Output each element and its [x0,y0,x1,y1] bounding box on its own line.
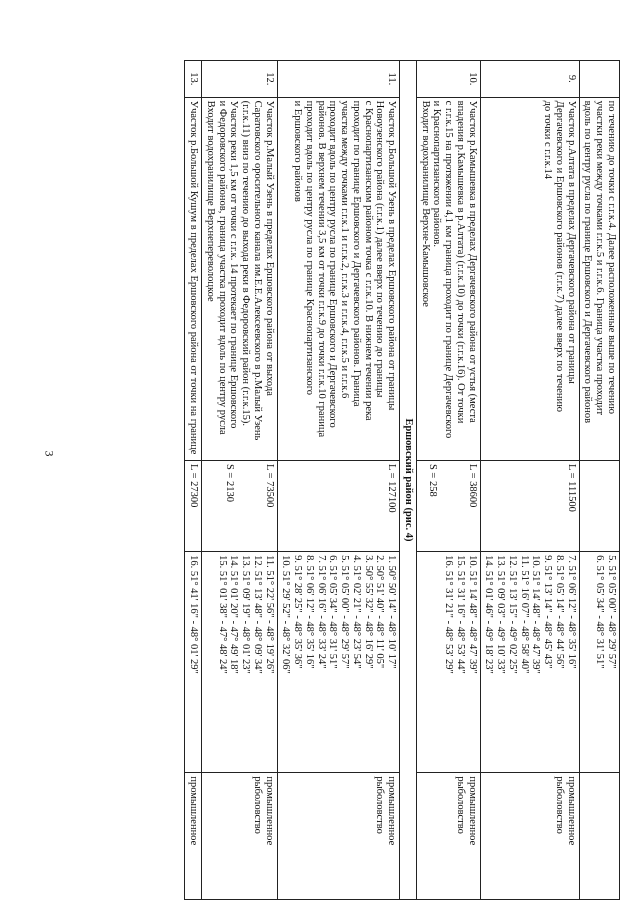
fishing-type-line: промышленное [263,776,275,846]
description-line: и Ершовского районов [292,100,304,202]
section-description [185,97,202,460]
row-number: 11. [277,61,400,98]
description-line: и Краснопартизанского районов. [431,100,443,248]
section-length: L = 127100 [277,460,400,551]
description-line: с Краснопартизанским районом точка с г.г.к.10. В нижнем течении река [362,100,374,421]
section-coordinates [277,552,400,773]
fishing-type [579,773,619,900]
page-number: 3 [42,450,57,457]
water-sections-table [185,60,621,900]
row-number [579,61,619,98]
row-number: 9. [480,61,579,98]
description-line: (г.г.к.11) вниз по течению до выхода реки в Федоровский район (г.г.к.15). [240,100,252,427]
coordinate-line: 10. 51° 29' 52" - 48° 32' 06" [280,555,292,674]
description-line: районов. В верхнем течении 3,5 км от точки г.г.к.9 до точки г.г.к.10 граница [315,100,327,438]
coordinate-line: 15. 51° 31' 16" - 48° 53' 44" [455,555,466,674]
coordinate-line: 11. 51° 16' 07" - 48° 58' 40" [518,555,530,674]
fishing-type-line: рыболовство [374,776,386,834]
fishing-type-line: рыболовство [252,776,263,834]
section-area: S = 2130 [224,463,235,502]
fishing-type-line: рыболовство [554,776,565,834]
fishing-type-line: промышленное [386,776,398,846]
coordinate-line: 7. 51° 06' 16" - 48° 33' 24" [315,555,327,669]
coordinate-line: 8. 51° 06' 12" - 48° 35' 16" [304,555,315,669]
section-description [202,97,278,460]
description-line: Дергачевского и Ершовского районов (г.г.к.7) далее вверх по течению [554,100,565,412]
description-line: Саратовского оросительного канала им.Е.Е.Алексеевского в р.Малый Узень [252,100,263,441]
description-line: и Федоровского районов, граница участка проходит вдоль по центру русла [216,100,228,435]
section-length: L = 27300 [185,460,202,551]
fishing-type-line: рыболовство [455,776,466,834]
coordinate-line: 14. 51° 01' 46" - 49° 18' 23" [483,555,495,674]
description-line: Участок р.Малый Узень в пределах Ершовского района от выхода [263,100,275,396]
fishing-type-line: промышленное [466,776,478,846]
coordinate-line: 2. 50° 51' 40" - 48° 11' 05" [374,555,386,669]
description-line: до точки с г.г.к.14 [542,100,554,179]
fishing-type [277,773,400,900]
coordinate-line: 7. 51° 06' 12" - 48° 35' 16" [565,555,577,669]
description-line: Участок реки 1,5 км от точки с г.г.к. 14 протекает по границе Ершовского [228,100,240,429]
fishing-type-line: промышленное [188,776,200,846]
row-number: 10. [417,61,481,98]
coordinate-line: 6. 51° 05' 34" - 48° 31' 51" [327,555,339,669]
section-length: L = 111500 [480,460,579,551]
section-area: S = 258 [427,463,438,497]
section-description [417,97,481,460]
description-line: впадения р.Камышевка в р.Алтата) (г.г.к.10) до точки (г.г.к.16). От точки [455,100,466,424]
district-title: Ершовский район (рис. 4) [400,61,417,900]
coordinate-line: 13. 51° 09' 19" - 48° 01' 23" [240,555,252,674]
coordinate-line: 12. 51° 13' 15" - 49° 02' 25" [507,555,518,674]
section-description [277,97,400,460]
coordinate-line: 4. 51° 02' 21" - 48° 23' 54" [351,555,362,669]
coordinate-line: 11. 51° 22' 56" - 48° 19' 26" [263,555,275,674]
description-line: проходит по границе Ершовского и Дергачевского районов. Граница [351,100,362,407]
section-coordinates [480,552,579,773]
coordinate-line: 15. 51° 01' 38" - 47° 48' 24" [216,555,228,674]
fishing-type [185,773,202,900]
table-row [185,61,202,900]
table-row [480,61,579,900]
description-line: проходит вдоль по центру русла по границе Ершовского и Дергачевского [327,100,339,428]
description-line: участки реки между точками г.г.к.5 и г.г.к.6. Граница участка проходит [594,100,606,416]
coordinate-line: 8. 51° 05' 14" - 48° 44' 56" [554,555,565,669]
fishing-type [480,773,579,900]
table-row [417,61,481,900]
fishing-type-line: промышленное [565,776,577,846]
description-line: Входит водохранилище Верхнепереволоцкое [205,100,216,302]
rotated-table-wrapper [120,60,620,900]
description-line: участка между точками г.г.к.1 и г.г.к.2, г.г.к.3 и г.г.к.4, г.г.к.5 и г.г.к.6 [339,100,351,399]
coordinate-line: 9. 51° 28' 25" - 48° 35' 36" [292,555,304,669]
coordinate-line: 1. 50° 50' 14" - 48° 10' 17" [386,555,398,669]
table-row [277,61,400,900]
section-coordinates [185,552,202,773]
fishing-type [202,773,278,900]
section-coordinates [579,552,619,773]
coordinate-line: 16. 51° 31' 21" - 48° 53' 29" [443,555,455,674]
section-length: L = 38600 S = 258 [417,460,481,551]
section-coordinates [202,552,278,773]
coordinate-line: 9. 51° 13' 14" - 48° 45' 43" [542,555,554,669]
description-line: Участок р.Камышевка в пределах Дергачевского района от устья (места [466,100,478,423]
description-line: Новоузенского района (г.г.к.1) далее вверх по течению до границы [374,100,386,398]
section-description [579,97,619,460]
description-line: по течению до точки с г.г.к.4. Далее расположенные выше по течению [606,100,617,414]
description-line: Участок р.Большой Узень в пределах Ершовского района от границы [386,100,398,411]
table-row-continued [579,61,619,900]
description-line: Участок р.Большой Кушум в пределах Ершовского района от точки на границе [188,100,200,455]
coordinate-line: 14. 51° 01' 20" - 47° 49' 18" [228,555,240,674]
coordinate-line: 3. 50° 55' 32" - 48° 16' 29" [362,555,374,669]
section-coordinates [417,552,481,773]
coordinate-line: 13. 51° 09' 03" - 49° 10' 33" [495,555,507,674]
fishing-type [417,773,481,900]
section-length [579,460,619,551]
coordinate-line: 5. 51° 05' 00" - 48° 29' 57" [606,555,617,669]
description-line: Входит водохранилище Верхне-Камышовское [419,100,431,307]
district-header-row [400,61,417,900]
description-line: с г.г.к.15 на протяжении 4,1 км граница проходит по границе Дергачевского [443,100,455,439]
coordinate-line: 5. 51° 05' 00" - 48° 29' 57" [339,555,351,669]
description-line: Участок р.Алтата в пределах Дергачевского района от границы [565,100,577,384]
description-line: проходит вдоль по центру русла по границе Краснопартизанского [304,100,315,396]
table-row [202,61,278,900]
coordinate-line: 12. 51° 13' 48" - 48° 09' 34" [252,555,263,674]
description-line: вдоль по центру русла по границе Ершовского и Дергачевского районов [582,100,594,424]
coordinate-line: 6. 51° 05' 34" - 48° 31' 51" [594,555,606,669]
coordinate-line: 16. 51° 41' 16" - 48° 01' 29" [188,555,200,674]
coordinate-line: 10. 51° 14' 48" - 48° 47' 39" [530,555,542,674]
row-number: 12. [202,61,278,98]
row-number: 13. [185,61,202,98]
coordinate-line: 10. 51° 14' 48" - 48° 47' 39" [466,555,478,674]
section-description [480,97,579,460]
section-length: L = 73500 S = 2130 [202,460,278,551]
